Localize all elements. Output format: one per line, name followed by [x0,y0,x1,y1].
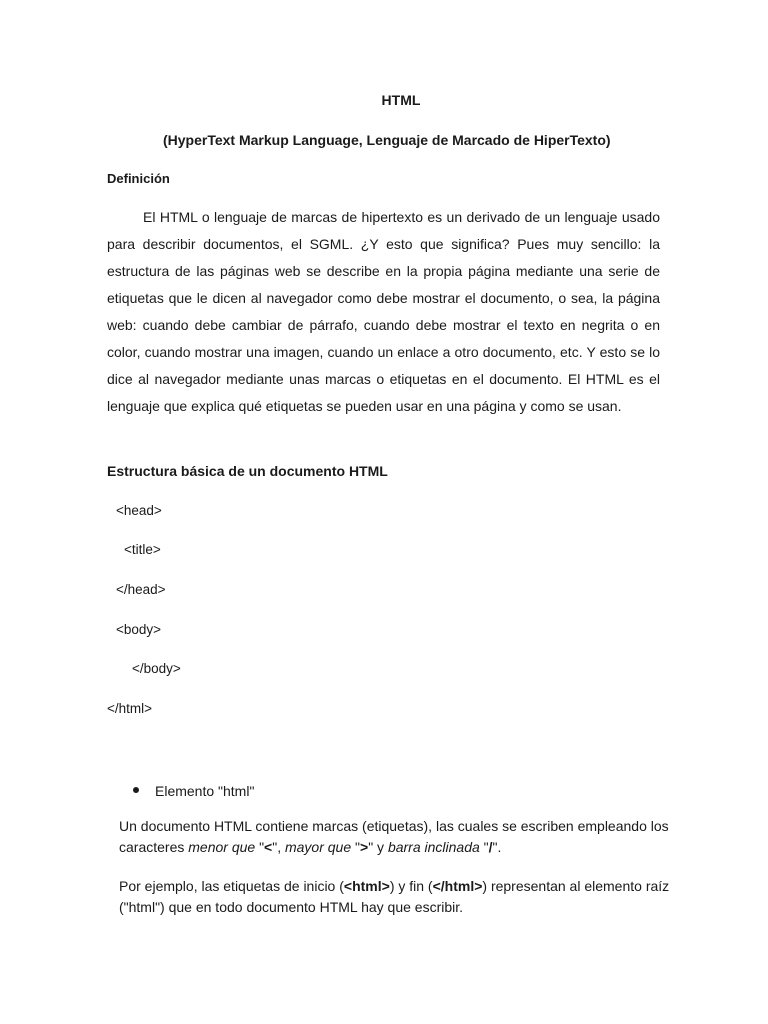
bullet-text: Elemento "html" [155,783,255,799]
note1-text: Un documento HTML contiene marcas (etiquetas), las cuales se escriben empleando los caracteres [119,818,669,855]
code-line-title: <title> [124,542,161,557]
note2-mid: ) y fin ( [389,878,433,894]
note1-q1: " [255,839,265,855]
page-subtitle: (HyperText Markup Language, Lenguaje de Marcado de HiperTexto) [163,132,611,148]
definition-heading: Definición [107,171,170,186]
note1-mayor: mayor que [284,839,352,855]
note-paragraph-example [119,876,679,918]
code-line-head-close: </head> [116,582,166,597]
note1-q3: " [351,839,360,855]
structure-heading: Estructura básica de un documento HTML [107,463,388,479]
note1-gt: > [360,839,369,855]
code-line-body-open: <body> [116,622,162,637]
page-title: HTML [381,92,421,108]
note1-q2: ", [272,839,285,855]
note2-text: Por ejemplo, las etiquetas de inicio ( [119,878,344,894]
note2-open-tag: <html> [343,878,390,894]
note1-slash: / [488,839,493,855]
note1-menor: menor que [188,839,256,855]
note1-barra: barra inclinada [387,839,480,855]
note1-lt: < [264,839,273,855]
bullet-dot-icon [133,787,139,793]
note1-q6: ". [492,839,502,855]
note-paragraph-characters [119,816,679,858]
bullet-item [133,783,254,799]
note1-q5: " [479,839,489,855]
note2-close-tag: </html> [432,878,483,894]
definition-paragraph: El HTML o lenguaje de marcas de hipertexto es un derivado de un lenguaje usado para describir documentos, el SGML. ¿Y esto que significa? Pues muy sencillo: la estructura de las páginas web se describe en la propia página mediante una serie de etiquetas que le dicen al navegador como debe mostrar el documento, o sea, la página web: cuando debe cambiar de párrafo, cuando debe mostrar el texto en negrita o en color, cuando mostrar una imagen, cuando un enlace a otro documento, etc. Y esto se lo dice al navegador mediante unas marcas o etiquetas en el documento. El HTML es el lenguaje que explica qué etiquetas se pueden usar en una página y como se usan. [107,209,660,414]
code-line-body-close: </body> [132,661,181,676]
code-line-html-close: </html> [107,701,153,716]
note1-q4: " y [368,839,388,855]
code-line-head-open: <head> [116,503,162,518]
note2-end: ) representan al elemento raíz ("html") que en todo documento HTML hay que escribir. [119,878,670,915]
